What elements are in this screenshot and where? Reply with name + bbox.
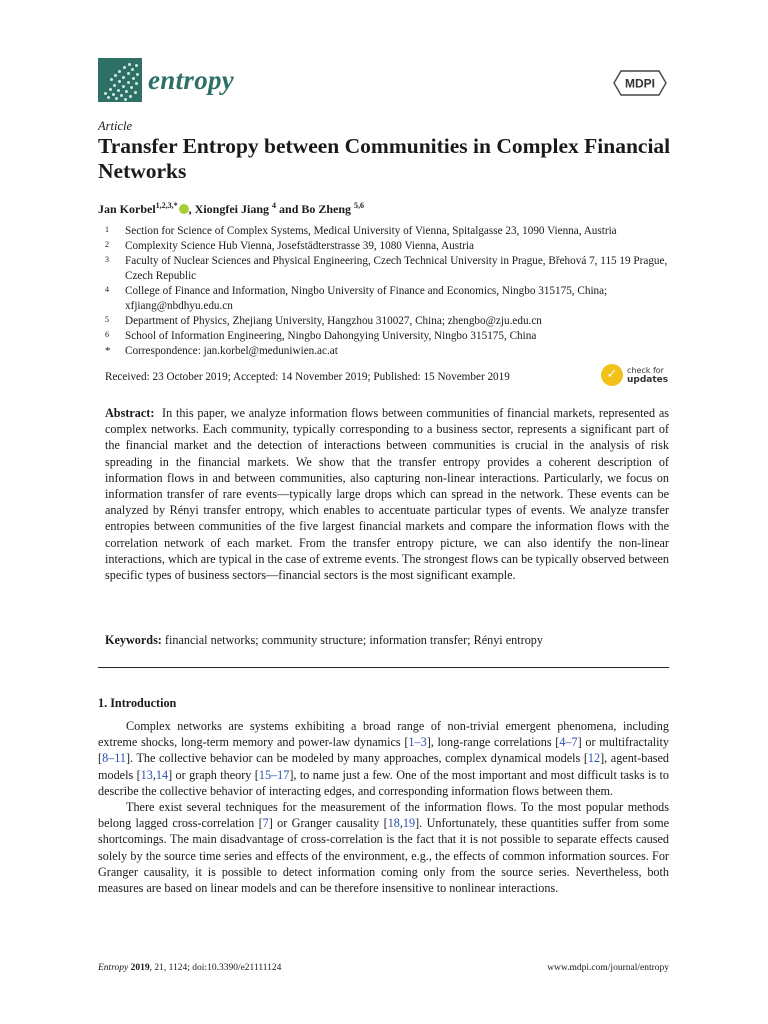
author-list (98, 201, 364, 217)
logo-dot (135, 64, 138, 67)
citation-info (98, 963, 281, 973)
article-type: Article (98, 119, 133, 133)
correspondence (105, 344, 675, 359)
logo-dot (112, 93, 115, 96)
citation-link[interactable]: 18 (387, 816, 400, 831)
correspondence-mark: * (105, 345, 111, 357)
footer-year: 2019 (130, 963, 150, 973)
logo-dot (123, 66, 126, 69)
abstract-text: In this paper, we analyze information flows between communities of financial markets, represented as complex networks. Each community, typically corresponding to a business sector, represents a significant part of the financial market and the detection of interactions between communities is crucial in the analysis of risk spreading in the financial markets. We show that the transfer entropy provides a coherent description of information flows in and between communities, also capturing non-linear interactions. Particularly, we focus on information transfer of rare events—typically large drops which can spread in the network. These events can be analyzed by Rényi transfer entropy, which enables to accentuate particular types of events. We analyze transfer entropies between communities of the five largest financial markets and compare the information flows with the correlation network of each market. From the transfer entropy picture, we can also identify the non-linear interactions, which are typical in the case of extreme events. The strongest flows can be typically observed between specific types of business sectors—financial sectors is the most significant example. (105, 406, 670, 583)
publisher-name: MDPI (625, 76, 655, 91)
text-run: ]. The collective behavior can be modeled by many approaches, complex dynamical models [ (126, 751, 588, 766)
citation-link[interactable]: 12 (587, 751, 601, 766)
logo-dot (120, 94, 123, 97)
logo-dot (107, 96, 110, 99)
affiliations (105, 224, 675, 359)
mdpi-logo-icon (613, 70, 667, 96)
logo-dot (104, 92, 107, 95)
logo-dot (118, 80, 121, 83)
affiliation-item (105, 284, 675, 314)
logo-dot (124, 98, 127, 101)
logo-dot (117, 89, 120, 92)
logo-dot (122, 85, 125, 88)
citation-link[interactable]: 15–17 (258, 767, 290, 782)
correspondence-text: Correspondence: jan.korbel@meduniwien.ac.at (125, 345, 338, 357)
logo-dot (128, 63, 131, 66)
text-run: ], agent-based models [ (98, 751, 669, 782)
affiliation-number: 5 (105, 315, 109, 324)
affiliation-text: Complexity Science Hub Vienna, Josefstädterstrasse 39, 1080 Vienna, Austria (125, 240, 475, 252)
text-run: ], to name just a few. One of the most important and most difficult tasks is to describe the collective behavior of interacting edges, and corresponding information flows between them. (98, 767, 670, 798)
logo-dot (135, 82, 138, 85)
logo-dot (115, 97, 118, 100)
text-run: ] or graph theory [ (168, 767, 259, 782)
affiliation-item (105, 224, 675, 239)
footer-journal: Entropy (98, 963, 129, 973)
logo-dot (134, 91, 137, 94)
affiliation-item (105, 254, 675, 284)
check-updates-line1: check for (627, 365, 664, 375)
affiliation-item (105, 329, 675, 344)
affiliation-number: 3 (105, 255, 109, 264)
citation-link[interactable]: 1–3 (408, 735, 427, 750)
journal-url[interactable]: www.mdpi.com/journal/entropy (547, 963, 669, 973)
text-run: ], long-range correlations [ (426, 735, 560, 750)
affiliation-number: 6 (105, 330, 109, 339)
check-updates-icon: ✓ (601, 364, 623, 386)
affiliation-number: 4 (105, 285, 109, 294)
affiliation-text: Department of Physics, Zhejiang University, Hangzhou 310027, China; zhengbo@zju.edu.cn (125, 315, 542, 327)
text-run: ]. Unfortunately, these quantities suffer from some shortcomings. The main disadvantage of cross-correlation is the fact that it is not possible to separate effects caused solely by the source time series and effects of the environment, e.g., the effects of common information sources. For Granger causality, it is possible to detect information coming only from the source series. Nevertheless, both measures are based on linear models and can be therefore insensitive to nonlinear interactions. (98, 816, 669, 896)
paragraph (98, 799, 669, 896)
keywords (105, 633, 669, 648)
logo-dot (130, 86, 133, 89)
citation-link[interactable]: 4–7 (559, 735, 578, 750)
affiliation-text: Faculty of Nuclear Sciences and Physical Engineering, Czech Technical University in Prague, Břehová 7, 115 19 Prague, Czech Republic (125, 255, 668, 282)
keywords-text: financial networks; community structure; information transfer; Rényi entropy (164, 633, 543, 647)
affiliation-number: 2 (105, 240, 109, 249)
citation-link[interactable]: 14 (155, 767, 169, 782)
check-for-updates-button[interactable] (601, 364, 668, 386)
page-footer (98, 963, 669, 973)
logo-dot (110, 78, 113, 81)
affiliation-text: College of Finance and Information, Ningbo University of Finance and Economics, Ningbo 315175, China; xfjiang@nbdhyu.edu.cn (125, 285, 608, 312)
text-run: ] or multifractality [ (98, 735, 669, 766)
abstract (105, 405, 669, 583)
logo-dot (114, 74, 117, 77)
logo-dot (125, 90, 128, 93)
author-affiliation-marks: 1,2,3,* (155, 201, 178, 210)
logo-dot (132, 77, 135, 80)
check-updates-label (627, 366, 668, 385)
paragraph (98, 718, 669, 799)
logo-dot (129, 95, 132, 98)
abstract-label: Abstract: (105, 406, 155, 420)
author-affiliation-marks: 5,6 (354, 201, 365, 210)
entropy-logo-icon (98, 58, 142, 102)
journal-logo (98, 58, 234, 102)
article-title: Transfer Entropy between Communities in Complex Financial Networks (98, 134, 671, 183)
introduction-body (98, 718, 669, 896)
logo-dot (127, 81, 130, 84)
text-run: ] or Granger causality [ (268, 816, 388, 831)
citation-link[interactable]: 19 (402, 816, 416, 831)
logo-dot (127, 72, 130, 75)
section-heading: 1. Introduction (98, 696, 177, 710)
keywords-label: Keywords: (105, 633, 162, 647)
logo-dot (136, 73, 139, 76)
citation-link[interactable]: 8–11 (102, 751, 126, 766)
affiliation-text: Section for Science of Complex Systems, Medical University of Vienna, Spitalgasse 23, 1090 Vienna, Austria (125, 225, 617, 237)
orcid-icon[interactable] (179, 204, 189, 214)
logo-dot (113, 84, 116, 87)
check-updates-line2: updates (627, 374, 669, 385)
logo-dot (109, 88, 112, 91)
publication-dates: Received: 23 October 2019; Accepted: 14 November 2019; Published: 15 November 2019 (105, 371, 510, 383)
section-divider (98, 667, 669, 668)
logo-dot (118, 70, 121, 73)
citation-link[interactable]: 13 (140, 767, 153, 782)
affiliation-number: 1 (105, 225, 109, 234)
text-run: , (152, 767, 156, 782)
logo-dot (131, 68, 134, 71)
affiliation-item (105, 239, 675, 254)
affiliation-text: School of Information Engineering, Ningbo Dahongying University, Ningbo 315175, China (125, 330, 537, 342)
journal-name: entropy (148, 64, 235, 95)
footer-volume-doi: , 21, 1124; doi:10.3390/e21111124 (149, 963, 282, 973)
author-name: , Xiongfei Jiang (188, 202, 270, 216)
author-affiliation-marks: 4 (272, 201, 277, 210)
author-name: and Bo Zheng (276, 202, 352, 216)
affiliation-item (105, 314, 675, 329)
text-run: There exist several techniques for the measurement of the information flows. To the most popular methods belong lagged cross-correlation [ (98, 800, 669, 831)
text-run: Complex networks are systems exhibiting a broad range of non-trivial emergent phenomena, including extreme shocks, long-term memory and power-law dynamics [ (98, 719, 669, 750)
text-run: , (399, 816, 403, 831)
logo-dot (122, 76, 125, 79)
author-name: Jan Korbel (98, 202, 156, 216)
citation-link[interactable]: 7 (262, 816, 269, 831)
